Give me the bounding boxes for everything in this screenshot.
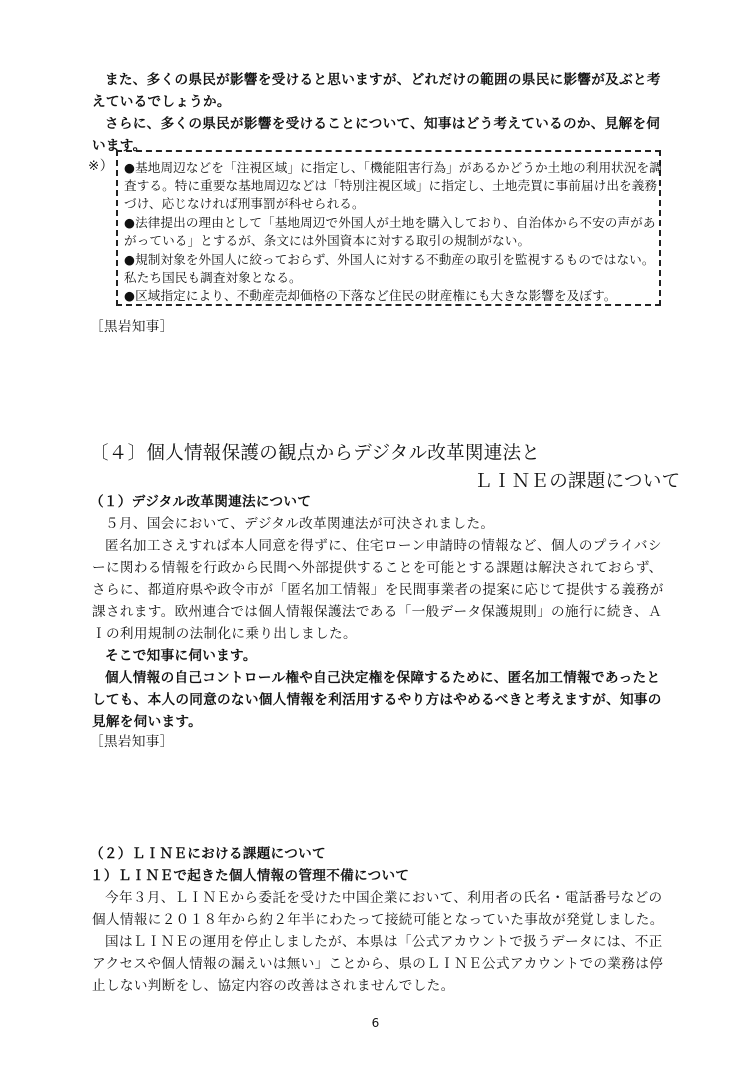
question-line-1: 個人情報の自己コントロール権や自己決定権を保障するために、匿名加工情報であったと <box>105 670 661 686</box>
intro-paragraph-1-line-1: また、多くの県民が影響を受けると思いますが、どれだけの範囲の県民に影響が及ぶと考 <box>105 72 661 88</box>
body-line: 今年３月、ＬＩＮＥから委託を受けた中国企業において、利用者の氏名・電話番号などの <box>105 890 663 906</box>
subsection-1-title: （１）デジタル改革関連法について <box>90 494 312 510</box>
question-line-3: 見解を伺います。 <box>92 714 203 730</box>
question-line-2: しても、本人の同意のない個人情報を利活用するやり方はやめるべきと考えますが、知事の <box>92 692 662 708</box>
note-line: ●区域指定により、不動産売却価格の下落など住民の財産権にも大きな影響を及ぼす。 <box>124 288 617 303</box>
note-line: 査する。特に重要な基地周辺などは「特別注視区域」に指定し、土地売買に事前届け出を義務 <box>124 178 658 193</box>
body-line: アクセスや個人情報の漏えいは無い」ことから、県のＬＩＮＥ公式アカウントでの業務は停 <box>92 956 664 972</box>
body-line: 止しない判断をし、協定内容の改善はされませんでした。 <box>92 978 455 994</box>
body-line: 国はＬＩＮＥの運用を停止しましたが、本県は「公式アカウントで扱うデータには、不正 <box>105 934 663 950</box>
body-line: 個人情報に２０１８年から約２年半にわたって接続可能となっていた事故が発覚しました。 <box>92 912 664 928</box>
intro-paragraph-2-line-1: さらに、多くの県民が影響を受けることについて、知事はどう考えているのか、見解を伺 <box>105 116 661 132</box>
note-line: づけ、応じなければ刑事罰が科せられる。 <box>124 196 365 211</box>
body-line: 課されます。欧州連合では個人情報保護法である「一般データ保護規則」の施行に続き、Ａ <box>92 604 663 620</box>
note-line: ●規制対象を外国人に絞っておらず、外国人に対する不動産の取引を監視するものではない。 <box>124 252 655 267</box>
subsection-2-title: （２）ＬＩＮＥにおける課題について <box>90 846 326 862</box>
body-line: さらに、都道府県や政令市が「匿名加工情報」を民間事業者の提案に応じて提供する義務が <box>92 582 664 598</box>
body-line: ５月、国会において、デジタル改革関連法が可決されました。 <box>105 516 495 532</box>
page-number: 6 <box>371 1016 380 1030</box>
answer-label-2: ［黒岩知事］ <box>90 734 174 750</box>
question-lead: そこで知事に伺います。 <box>105 648 257 664</box>
body-line: 匿名加工さえすれば本人同意を得ずに、住宅ローン申請時の情報など、個人のプライバシ <box>105 538 662 554</box>
note-line: がっている」とするが、条文には外国資本に対する取引の規制がない。 <box>124 233 531 248</box>
intro-paragraph-1-line-2: えているでしょうか。 <box>92 94 231 110</box>
body-line: ーに関わる情報を行政から民間へ外部提供することを可能とする課題は解決されておらず、 <box>92 560 663 576</box>
answer-label-1: ［黒岩知事］ <box>90 319 174 335</box>
note-line: ●法律提出の理由として「基地周辺で外国人が土地を購入しており、自治体から不安の声があ <box>124 215 656 230</box>
section-heading-line-1: 〔４〕個人情報保護の観点からデジタル改革関連法と <box>90 443 541 464</box>
intro-paragraph-2-line-2: います。 <box>92 138 147 154</box>
note-line: 私たち国民も調査対象となる。 <box>124 270 302 285</box>
subsection-2-subtitle: １）ＬＩＮＥで起きた個人情報の管理不備について <box>90 868 410 884</box>
section-heading-line-2: ＬＩＮＥの課題について <box>474 471 681 492</box>
note-line: ●基地周辺などを「注視区域」に指定し、「機能阻害行為」があるかどうか土地の利用状況を調 <box>124 160 662 175</box>
note-mark: ※） <box>88 158 114 174</box>
note-box <box>116 150 661 306</box>
body-line: Ｉの利用規制の法制化に乗り出しました。 <box>92 626 357 642</box>
